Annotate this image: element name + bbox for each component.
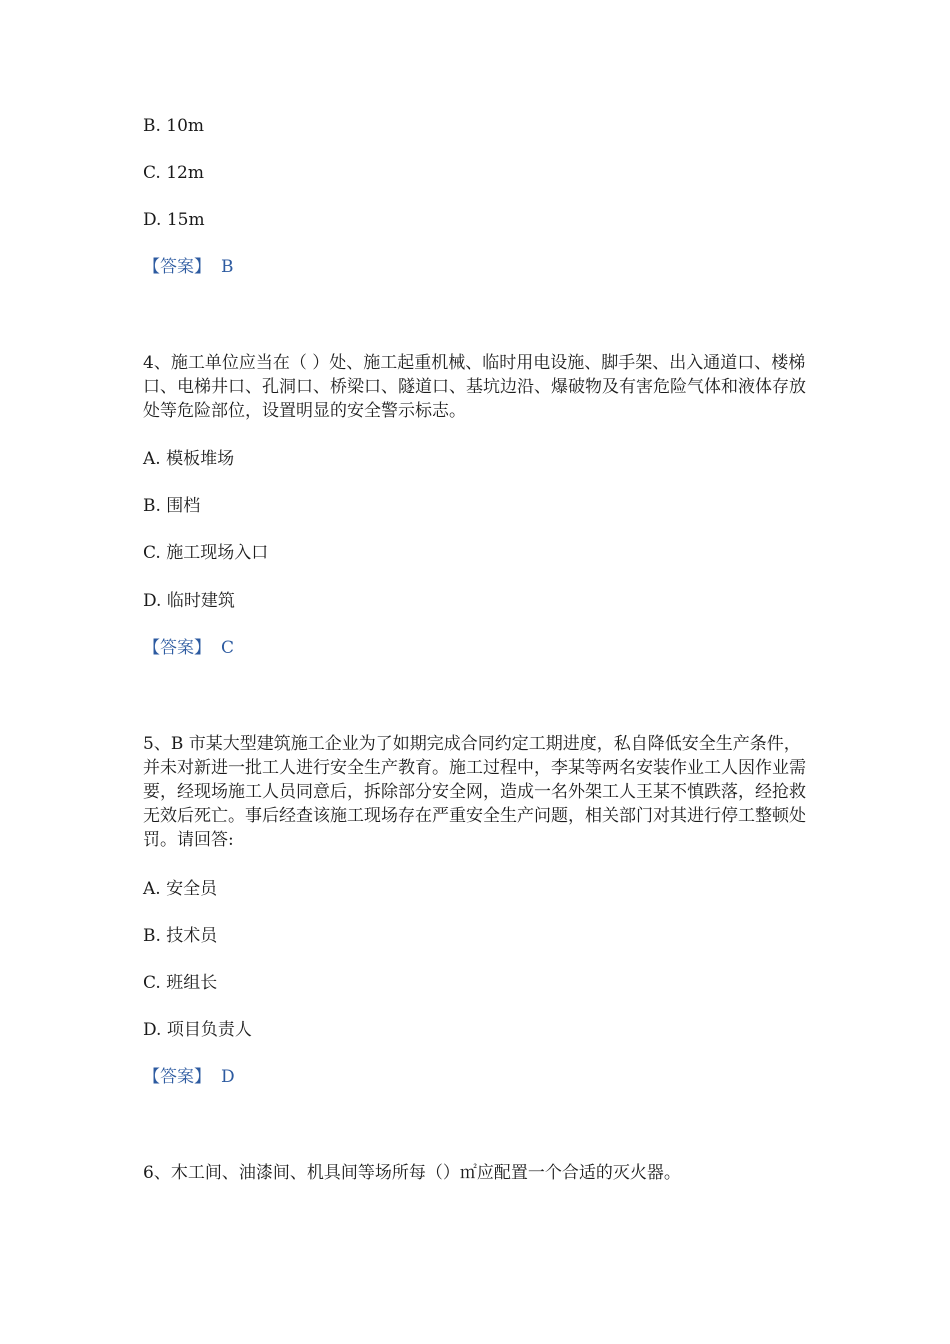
answer-label: 【答案】	[143, 257, 211, 277]
q4-option-d: D. 临时建筑	[143, 591, 235, 611]
q3-option-c: C. 12m	[143, 163, 204, 183]
answer-value: B	[221, 257, 234, 277]
q4-stem: 4、施工单位应当在（ ）处、施工起重机械、临时用电设施、脚手架、出入通道口、楼梯口、电梯井口、孔洞口、桥梁口、隧道口、基坑边沿、爆破物及有害危险气体和液体存放处等危险部位，设置明显的安全警示标志。	[143, 353, 806, 421]
q5-option-b: B. 技术员	[143, 926, 218, 946]
q4-option-a: A. 模板堆场	[143, 449, 235, 469]
answer-value: D	[221, 1067, 235, 1087]
answer-label: 【答案】	[143, 638, 211, 658]
q4-answer	[143, 636, 234, 660]
answer-value: C	[221, 638, 235, 658]
q5-answer	[143, 1065, 235, 1089]
q5-option-c: C. 班组长	[143, 973, 218, 993]
q4-option-b: B. 围档	[143, 496, 201, 516]
q4-option-c: C. 施工现场入口	[143, 543, 269, 563]
q5-option-d: D. 项目负责人	[143, 1020, 252, 1040]
q3-option-b: B. 10m	[143, 116, 205, 136]
q6-stem: 6、木工间、油漆间、机具间等场所每（）㎡应配置一个合适的灭火器。	[143, 1163, 681, 1183]
q5-option-a: A. 安全员	[143, 879, 218, 899]
q5-stem: 5、B 市某大型建筑施工企业为了如期完成合同约定工期进度，私自降低安全生产条件，并未对新进一批工人进行安全生产教育。施工过程中，李某等两名安装作业工人因作业需要，经现场施工人员同意后，拆除部分安全网，造成一名外架工人王某不慎跌落，经抢救无效后死亡。事后经查该施工现场存在严重安全生产问题，相关部门对其进行停工整顿处罚。请回答:	[143, 734, 806, 850]
q3-option-d: D. 15m	[143, 210, 205, 230]
answer-label: 【答案】	[143, 1067, 211, 1087]
q3-answer	[143, 255, 234, 279]
